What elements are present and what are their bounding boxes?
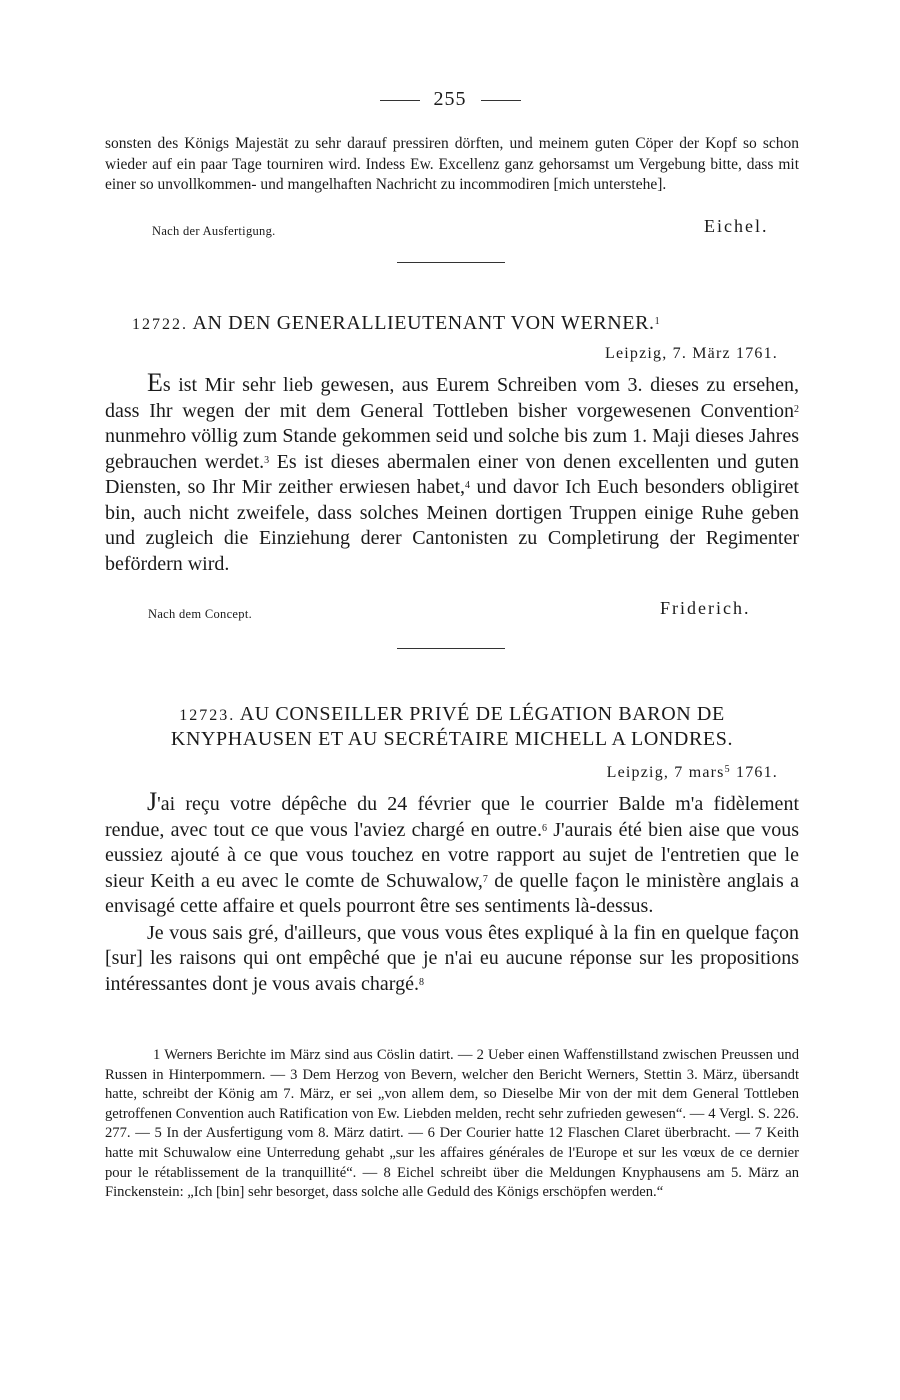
letter-12723-heading-line-1 [105,703,799,726]
letter-12722-title-note: 1 [654,316,661,327]
footnotes-text: 1 Werners Berichte im März sind aus Cöslin datirt. — 2 Ueber einen Waffenstillstand zwischen Preussen und Russen in Hinterpommern. — 3 Dem Herzog von Bevern, welcher den Bericht Werners, Stettin 3. März, übersandt hatte, schreibt der König am 7. März, er sei „von allem dem, so Dieselbe Mir von der mit dem General Tottleben getroffenen Convention auch Ratification von Ew. Liebden melden, recht sehr zufrieden gewesen“. — 4 Vergl. S. 226. 277. — 5 In der Ausfertigung vom 8. März datirt. — 6 Der Courier hatte 12 Flaschen Claret überbracht. — 7 Keith hatte mit Schuwalow eine Unterredung gehabt „sur les affaires générales de l'Europe et sur les vœux de ce dernier pour le rétablissement de la tranquillité“. — 8 Eichel schreibt über die Meldungen Knyphausens am 5. März an Finckenstein: „Ich [bin] sehr besorget, dass solche alle Geduld des Königs erschöpfen werden.“ [105,1047,799,1201]
letter-12722-signature: Friderich. [660,598,751,618]
page-number: 255 [433,88,467,110]
letter-12722-body [105,370,799,577]
letter-12722-body-4: und davor Ich Euch besonders obligiret bin, auch nicht zweifele, dass solches Meinen dortigen Truppen einige Ruhe geben und zugleich die Einziehung derer Cantonisten zu Completirung der Regimenter befördern wird. [105,476,799,575]
letter-12723-heading [105,703,799,751]
letter-12722-body-3: Es ist dieses abermalen einer von denen excellenten und guten Diensten, so Ihr Mir zeither erwiesen habet, [105,450,799,498]
letter-12723-body [105,789,799,997]
footnote-ref-2: 2 [794,403,799,415]
page-number-dash-right [481,100,521,101]
continuation-source: Nach der Ausfertigung. [152,224,276,238]
footnote-ref-7: 7 [482,873,488,885]
letter-12722-title: AN DEN GENERALLIEUTENANT VON WERNER. [192,312,655,334]
letter-12723-title-line-2: KNYPHAUSEN ET AU SECRÉTAIRE MICHELL A LONDRES. [170,728,734,750]
letter-12722-dropcap: E [147,368,163,397]
letter-12722-body-2: nunmehro völlig zum Stande gekommen seid und solche bis zum 1. Maji dieses Jahres gebrauchen werdet. [105,425,799,473]
letter-12722-heading [132,312,826,335]
page-number-dash-left [380,100,420,101]
letter-12723-p1-c: de quelle façon le ministère anglais a envisagé cette affaire et quels pourront être ses sentiments là-dessus. [105,869,799,917]
letter-12722-date: Leipzig, 7. März 1761. [604,345,778,362]
letter-12723-date-b: 1761. [730,764,778,781]
letter-12723-date [607,764,778,782]
letter-12722-number: 12722. [132,316,188,333]
letter-12722-body-1: s ist Mir sehr lieb gewesen, aus Eurem Schreiben vom 3. dieses zu ersehen, dass Ihr wegen der mit dem General Tottleben bisher vorgewesenen Convention [105,374,799,422]
footnote-ref-6: 6 [541,822,547,834]
letter-12723-number: 12723. [179,707,236,724]
section-divider [397,262,505,263]
footnote-ref-8: 8 [418,976,424,988]
footnote-ref-3: 3 [264,454,270,466]
letter-12723-date-a: Leipzig, 7 mars [606,764,725,781]
footnotes [105,1046,799,1203]
continuation-text: sonsten des Königs Majestät zu sehr darauf pressiren dörften, und meinem guten Cöper der Kopf so schon wieder auf ein paar Tage tourniren wird. Indess Ew. Excellenz ganz gehorsamst um Vergebung bitte, dass mit einer so unvollkommen- und mangelhaften Nachricht zu incommodiren [mich unterstehe]. [105,135,799,193]
page-number-line [0,88,900,111]
letter-12723-paragraph-1 [105,789,799,920]
footnote-ref-4: 4 [465,480,471,491]
letter-12723-p1-b: J'aurais été bien aise que vous eussiez ajouté à ce que vous touchez en votre rapport au sujet de l'entretien que le sieur Keith a eu avec le comte de Schuwalow, [105,818,800,892]
letter-12723-dropcap: J [147,787,158,816]
letter-12723-p1-a: 'ai reçu votre dépêche du 24 février que le courrier Balde m'a fidèlement rendue, avec tout ce que vous l'aviez chargé en outre. [105,793,799,841]
letter-12723-paragraph-2 [105,921,799,998]
footnote-ref-5: 5 [724,764,731,775]
letter-12723-p2: Je vous sais gré, d'ailleurs, que vous vous êtes expliqué à la fin en quelque façon [sur] les raisons qui ont empêché que je n'ai eu aucune réponse sur les propositions intéressantes dont je vous avais chargé. [105,921,799,995]
continuation-signature: Eichel. [704,216,769,236]
section-divider [397,648,505,649]
letter-12723-title-line-1: AU CONSEILLER PRIVÉ DE LÉGATION BARON DE [239,703,725,725]
letter-12722-source: Nach dem Concept. [148,607,253,621]
